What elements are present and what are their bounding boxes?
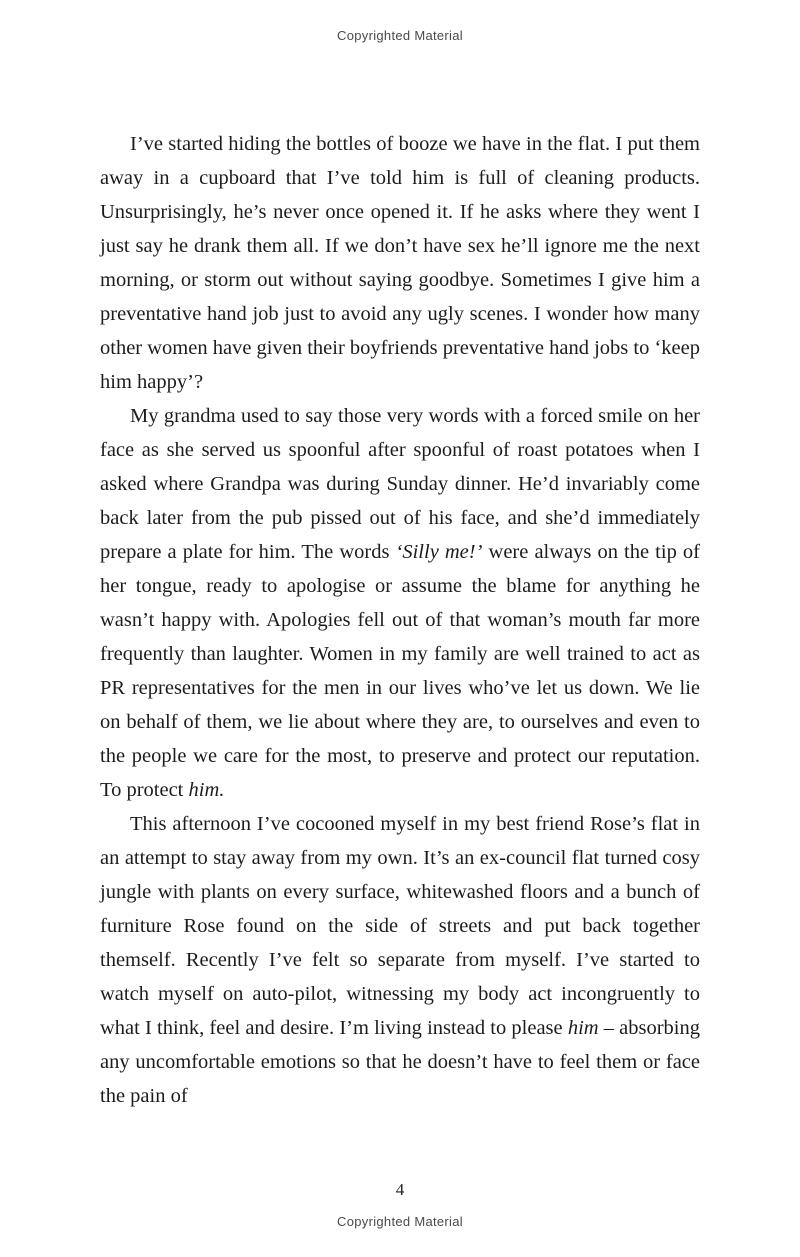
paragraph (100, 807, 700, 1113)
text-segment: were always on the tip of her tongue, ready to apologise or assume the blame for anything he wasn’t happy with. Apologies fell out of that woman’s mouth far more frequently than laughter. Women in my family are well trained to act as PR representatives for the men in our lives who’ve let us down. We lie on behalf of them, we lie about where they are, to ourselves and even to the people we care for the most, to preserve and protect our reputation. To protect (100, 541, 700, 801)
paragraph (100, 127, 700, 399)
text-segment: – absorbing any uncomfortable emotions so that he doesn’t have to feel them or face the pain of (100, 1017, 700, 1107)
copyright-notice-bottom: Copyrighted Material (337, 1214, 463, 1229)
text-segment: This afternoon I’ve cocooned myself in my best friend Rose’s flat in an attempt to stay away from my own. It’s an ex-council flat turned cosy jungle with plants on every surface, whitewashed floors and a bunch of furniture Rose found on the side of streets and put back together themself. Recently I’ve felt so separate from myself. I’ve started to watch myself on auto-pilot, witnessing my body act incongruently to what I think, feel and desire. I’m living instead to please (100, 813, 700, 1039)
text-segment: ‘Silly me!’ (395, 541, 483, 563)
text-segment: My grandma used to say those very words with a forced smile on her face as she served us spoonful after spoonful of roast potatoes when I asked where Grandpa was during Sunday dinner. He’d invariably come back later from the pub pissed out of his face, and she’d immediately prepare a plate for him. The words (100, 405, 700, 563)
text-segment: him (567, 1017, 599, 1039)
page-number: 4 (395, 1180, 405, 1199)
text-segment: I’ve started hiding the bottles of booze we have in the flat. I put them away in a cupboard that I’ve told him is full of cleaning products. Unsurprisingly, he’s never once opened it. If he asks where they went I just say he drank them all. If we don’t have sex he’ll ignore me the next morning, or storm out without saying goodbye. Sometimes I give him a preventative hand job just to avoid any ugly scenes. I wonder how many other women have given their boyfriends preventative hand jobs to ‘keep him happy’? (100, 133, 701, 393)
copyright-notice-top: Copyrighted Material (337, 28, 463, 43)
page-body (100, 127, 700, 1113)
text-segment: him. (188, 779, 225, 801)
paragraph (100, 399, 700, 807)
